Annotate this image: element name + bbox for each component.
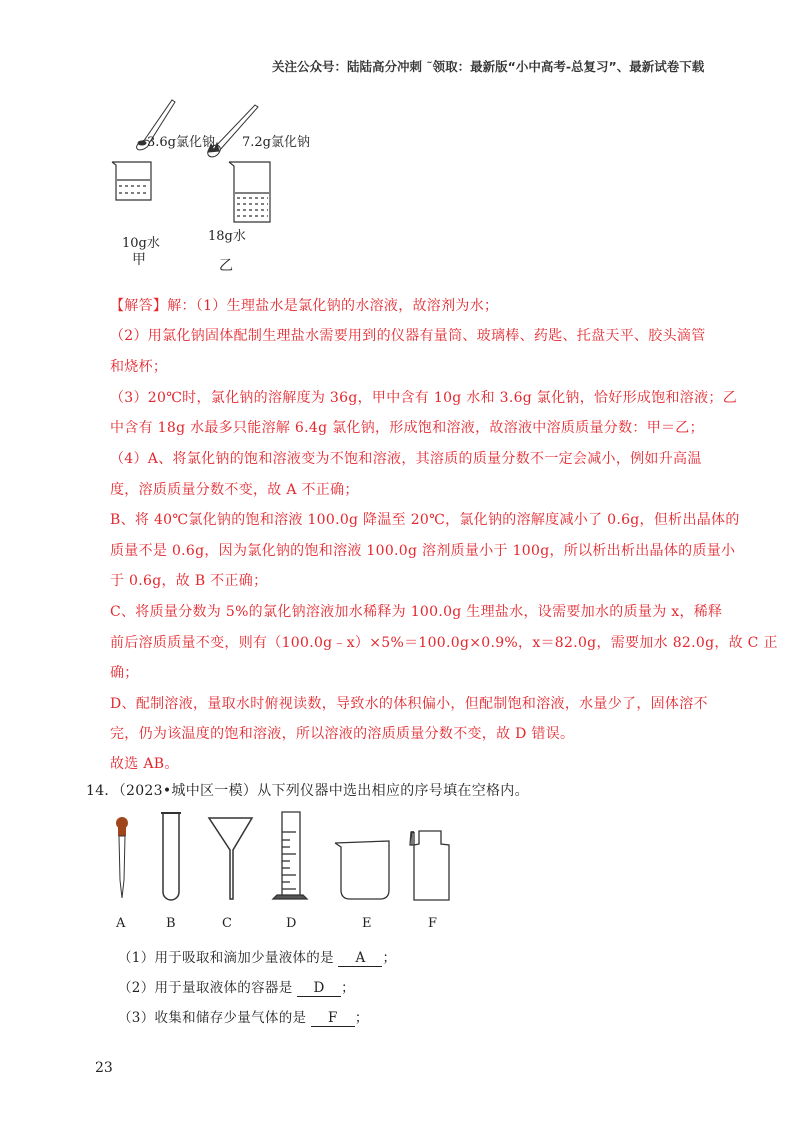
answer-line: 度，溶质质量分数不变，故 A 不正确； [110,482,359,498]
answer-line: （3）20℃时，氯化钠的溶解度为 36g，甲中含有 10g 水和 3.6g 氯化钠，恰好形成饱和溶液；乙 [110,390,738,406]
funnel-icon [209,818,252,899]
graduated-cylinder-icon [273,812,307,899]
instrument-label: D [286,916,297,931]
beaker-icon [335,841,389,899]
spoon1-label: 3.6g氯化钠 [147,135,215,150]
instrument-label: F [428,916,438,931]
answer-tag: 【解答】 [110,298,168,314]
answer-line: 故选 AB。 [110,756,179,772]
answer-line: （4）A、将氯化钠的饱和溶液变为不饱和溶液，其溶质的质量分数不一定会减小，例如升高温 [110,451,702,467]
beaker2-name: 乙 [219,258,233,274]
question-item: （1）用于吸取和滴加少量液体的是 A ； [118,950,397,966]
dropper-icon [116,817,128,898]
answer-line: B、将 40℃氯化钠的饱和溶液 100.0g 降温至 20℃，氯化钠的溶解度减小了 0.6g，但析出晶体的 [110,512,740,528]
beaker-jia-icon [112,162,151,200]
instrument-label: C [222,916,232,931]
answer-line: 质量不是 0.6g，因为氯化钠的饱和溶液 100.0g 溶剂质量小于 100g，所以析出析出晶体的质量小 [110,543,736,559]
page-header: 关注公众号：陆陆高分冲刺 ˜领取：最新版“小中高考-总复习”、最新试卷下载 [272,59,705,74]
beaker1-label: 10g水 [122,236,160,251]
beaker1-name: 甲 [132,252,146,268]
gas-bottle-icon [410,831,449,900]
spoon2-label: 7.2g氯化钠 [242,135,310,150]
answer-blank[interactable]: D [297,981,341,997]
answer-line: 中含有 18g 水最多只能溶解 6.4g 氯化钠，形成饱和溶液，故溶液中溶质质量分数：甲＝乙； [110,420,704,436]
answer-line: （2）用氯化钠固体配制生理盐水需要用到的仪器有量筒、玻璃棒、药匙、托盘天平、胶头滴管 [110,328,706,344]
beaker-yi-water [235,193,269,216]
page-number: 23 [95,1060,113,1076]
answer-line: D、配制溶液，量取水时俯视读数，导致水的体积偏小，但配制饱和溶液，水量少了，固体溶不 [110,696,708,712]
answer-line: 和烧杯； [110,359,168,375]
instrument-label: E [362,916,372,931]
answer-line: 完，仍为该温度的饱和溶液，所以溶液的溶质质量分数不变，故 D 错误。 [110,726,575,742]
beaker2-label: 18g水 [208,229,246,244]
answer-blank[interactable]: F [311,1011,355,1027]
instrument-label: A [116,916,126,931]
salt-dissolving-figure [0,0,800,280]
instrument-label: B [166,916,176,931]
answer-blank[interactable]: A [338,951,382,967]
answer-line: 确； [110,665,139,681]
answer-line: 【解答】解：（1）生理盐水是氯化钠的水溶液，故溶剂为水； [110,298,499,314]
question-14-stem: 14．（2023•城中区一模）从下列仪器中选出相应的序号填在空格内。 [86,783,529,799]
answer-line: C、将质量分数为 5%的氯化钠溶液加水稀释为 100.0g 生理盐水，设需要加水的质量为 x，稀释 [110,604,723,620]
question-item: （2）用于量取液体的容器是 D ； [118,980,355,996]
test-tube-icon [163,813,179,900]
question-item: （3）收集和储存少量气体的是 F ； [118,1010,369,1026]
beaker-yi-icon [229,162,270,222]
answer-line: 前后溶质质量不变，则有（100.0g﹣x）×5%＝100.0g×0.9%，x＝82.0g，需要加水 82.0g，故 C 正 [110,635,778,651]
answer-line: 于 0.6g，故 B 不正确； [110,573,268,589]
